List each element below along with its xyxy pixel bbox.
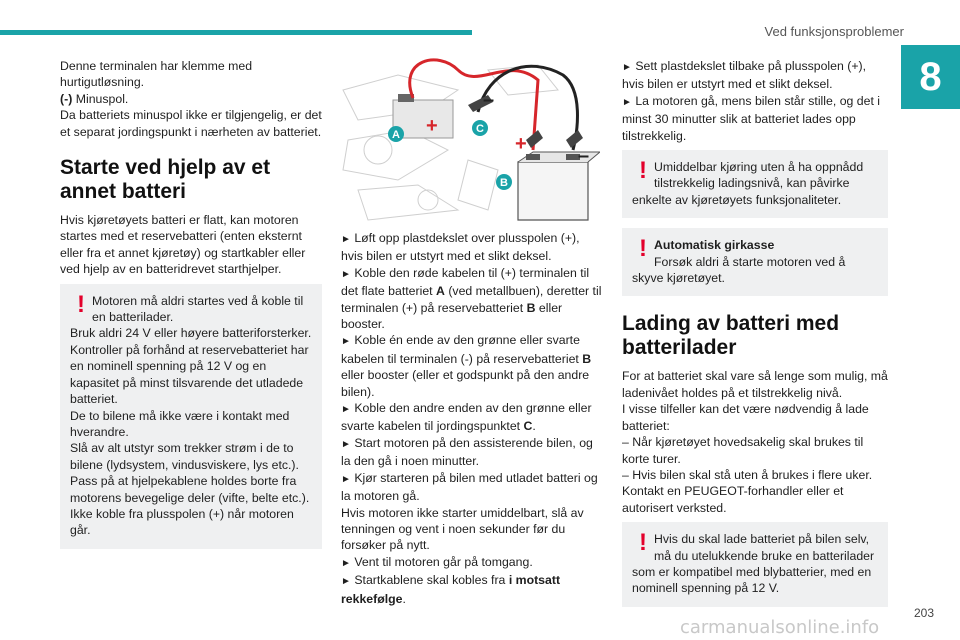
step-text: eller booster (eller et godspunkt på den andre bilen). (341, 368, 590, 399)
section-title: Ved funksjonsproblemer (764, 24, 904, 39)
terminal-note: Denne terminalen har klemme med hurtigutløsning. (60, 59, 253, 90)
jump-start-intro: Hvis kjøretøyets batteri er flatt, kan motoren startes med et reservebatteri (enten eksternt eller fra et annet kjøretøy) og startkabler eller ved hjelp av en batteridrevet starthjelper. (60, 213, 306, 277)
step-red-cable: ► Koble den røde kabelen til (+) terminalen til det flate batteriet A (ved metallbuen), deretter til terminalen (+) på reservebatteriet B eller booster. (341, 265, 602, 332)
warning-line: Ikke koble fra plusspolen (+) når motoren går. (70, 506, 294, 538)
column-2 (341, 230, 603, 607)
warning-box-charge-level (622, 150, 888, 218)
step-text: (ved metallbuen), deretter til terminalen (+) på reservebatteriet (341, 284, 602, 315)
reverse-order: i motsatt rekkefølge (341, 573, 561, 606)
minus-sign-b: – (578, 145, 590, 167)
plus-sign-b: + (515, 133, 527, 155)
warning-box-jump-start (60, 284, 322, 549)
step-text: Kjør starteren på bilen med utladet batteri og la motoren gå. (341, 470, 598, 504)
heading-jump-start: Starte ved hjelp av et annet batteri (60, 156, 271, 204)
warning-exclamation-icon: ! (639, 235, 647, 263)
list-item: – Hvis bilen skal stå uten å brukes i flere uker. (622, 467, 873, 482)
label-a: A (392, 129, 400, 141)
ref-b: B (582, 351, 592, 366)
step-text: La motoren gå, mens bilen står stille, og det i minst 30 minutter slik at batteriet lades opp tilstrekkelig. (622, 93, 881, 143)
step-idle-charge: ► La motoren gå, mens bilen står stille, og det i minst 30 minutter slik at batteriet lades opp tilstrekkelig. (622, 93, 881, 143)
list-item: – Når kjøretøyet hovedsakelig skal brukes til korte turer. (622, 435, 864, 466)
ref-c: C (523, 419, 533, 434)
charge-need: I visse tilfeller kan det være nødvendig å lade batteriet: (622, 402, 869, 433)
warning-line: Slå av alt utstyr som trekker strøm i de to bilene (lydsystem, vindusviskere, lys etc.). (70, 441, 299, 472)
contact-dealer: Kontakt en PEUGEOT-forhandler eller et autorisert verksted. (622, 484, 844, 515)
chapter-number: 8 (919, 55, 942, 99)
plus-sign-a: + (426, 115, 438, 137)
retry-note: Hvis motoren ikke starter umiddelbart, slå av tenningen og vent i noen sekunder før du forsøker på nytt. (341, 505, 584, 553)
ref-a: A (436, 284, 445, 299)
ground-note: Da batteriets minuspol ikke er tilgjengelig, er det et separat jordingspunkt i nærheten av batteriet. (60, 108, 322, 139)
jump-start-illustration (338, 50, 600, 228)
step-text: Koble den andre enden av den grønne eller svarte kabelen til jordingspunktet (341, 401, 592, 434)
warning-line: De to bilene må ikke være i kontakt med hverandre. (70, 408, 290, 439)
warning-title-text: Automatisk girkasse (654, 238, 775, 253)
warning-line: Pass på at hjelpekablene holdes borte fra motorens bevegelige deler (vifte, belte etc.). (70, 474, 310, 505)
step-text: Koble den røde kabelen til (+) terminalen til det flate batteriet (341, 265, 590, 299)
step-lift-cover: ► Løft opp plastdekslet over plusspolen (+), hvis bilen er utstyrt med et slikt deksel. (341, 231, 580, 264)
step-idle: ► Vent til motoren går på tomgang. (341, 554, 533, 569)
step-replace-cover: ► Sett plastdekslet tilbake på plusspolen (+), hvis bilen er utstyrt med et slikt deksel. (622, 59, 867, 92)
step-text: Vent til motoren går på tomgang. (354, 554, 533, 569)
chapter-tab[interactable] (901, 45, 960, 109)
warning-line: som er kompatibel med blybatterier, med en nominell spenning på 12 V. (632, 564, 872, 596)
warning-text: Motoren må aldri startes ved å koble til en batterilader. (92, 293, 304, 325)
label-b: B (500, 177, 508, 189)
header-accent-bar (0, 30, 472, 35)
warning-text: Umiddelbar kjøring uten å ha oppnådd tilstrekkelig ladingsnivå, kan påvirke (654, 160, 864, 191)
step-text: . (402, 591, 406, 606)
warning-exclamation-icon: ! (639, 157, 647, 185)
warning-exclamation-icon: ! (639, 529, 647, 557)
charge-intro: For at batteriet skal vare så lenge som mulig, må ladenivået holdes på et tilstrekkelig nivå. (622, 369, 888, 400)
step-ground-point: ► Koble den andre enden av den grønne eller svarte kabelen til jordingspunktet C. (341, 401, 592, 434)
warning-line: Bruk aldri 24 V eller høyere batteriforsterker. (70, 326, 312, 341)
label-c: C (476, 123, 484, 135)
minus-label: (-) (60, 91, 73, 106)
warning-text: Hvis du skal lade batteriet på bilen selv, må du utelukkende bruke en batterilader (654, 532, 875, 563)
warning-box-automatic-gearbox (622, 228, 888, 296)
step-start-assist: ► Start motoren på den assisterende bilen, og la den gå i noen minutter. (341, 435, 593, 469)
step-text: . (532, 419, 536, 434)
heading-battery-charger: Lading av batteri med batterilader (622, 312, 840, 360)
step-run-starter: ► Kjør starteren på bilen med utladet batteri og la motoren gå. (341, 470, 598, 504)
column-3 (622, 58, 888, 617)
step-text: Startkablene skal kobles fra (354, 573, 509, 588)
step-green-cable: ► Koble én ende av den grønne eller svarte kabelen til terminalen (-) på reservebatteriet B eller booster (eller et godspunkt på den andre bilen). (341, 333, 592, 399)
warning-title (632, 237, 878, 253)
warning-box-charger (622, 522, 888, 607)
watermark: carmanualsonline.info (680, 617, 880, 638)
warning-text: Forsøk aldri å starte motoren ved å (654, 254, 846, 269)
step-text: eller booster. (341, 300, 563, 332)
warning-line: Kontroller på forhånd at reservebatteriet har en nominell spenning på 12 V og en kapasitet på minst tilsvarende det utladede batteriet. (70, 342, 309, 407)
column-1 (60, 58, 322, 559)
step-text: Sett plastdekslet tilbake på plusspolen (+), hvis bilen er utstyrt med et slikt deksel. (622, 59, 867, 92)
minus-pole-line (60, 91, 322, 107)
minus-sign-a: – (483, 89, 495, 111)
step-disconnect: ► Startkablene skal kobles fra i motsatt rekkefølge. (341, 573, 561, 606)
warning-line: enkelte av kjøretøyets funksjonaliteter. (632, 192, 842, 207)
warning-line: skyve kjøretøyet. (632, 271, 725, 286)
ref-b: B (526, 300, 536, 315)
warning-exclamation-icon: ! (77, 290, 85, 318)
minus-text: Minuspol. (75, 91, 129, 106)
step-text: Løft opp plastdekslet over plusspolen (+), hvis bilen er utstyrt med et slikt deksel. (341, 231, 580, 264)
page-number: 203 (913, 606, 934, 620)
step-text: Start motoren på den assisterende bilen, og la den gå i noen minutter. (341, 435, 593, 469)
step-text: Koble én ende av den grønne eller svarte kabelen til terminalen (-) på reservebatteriet (341, 333, 583, 366)
